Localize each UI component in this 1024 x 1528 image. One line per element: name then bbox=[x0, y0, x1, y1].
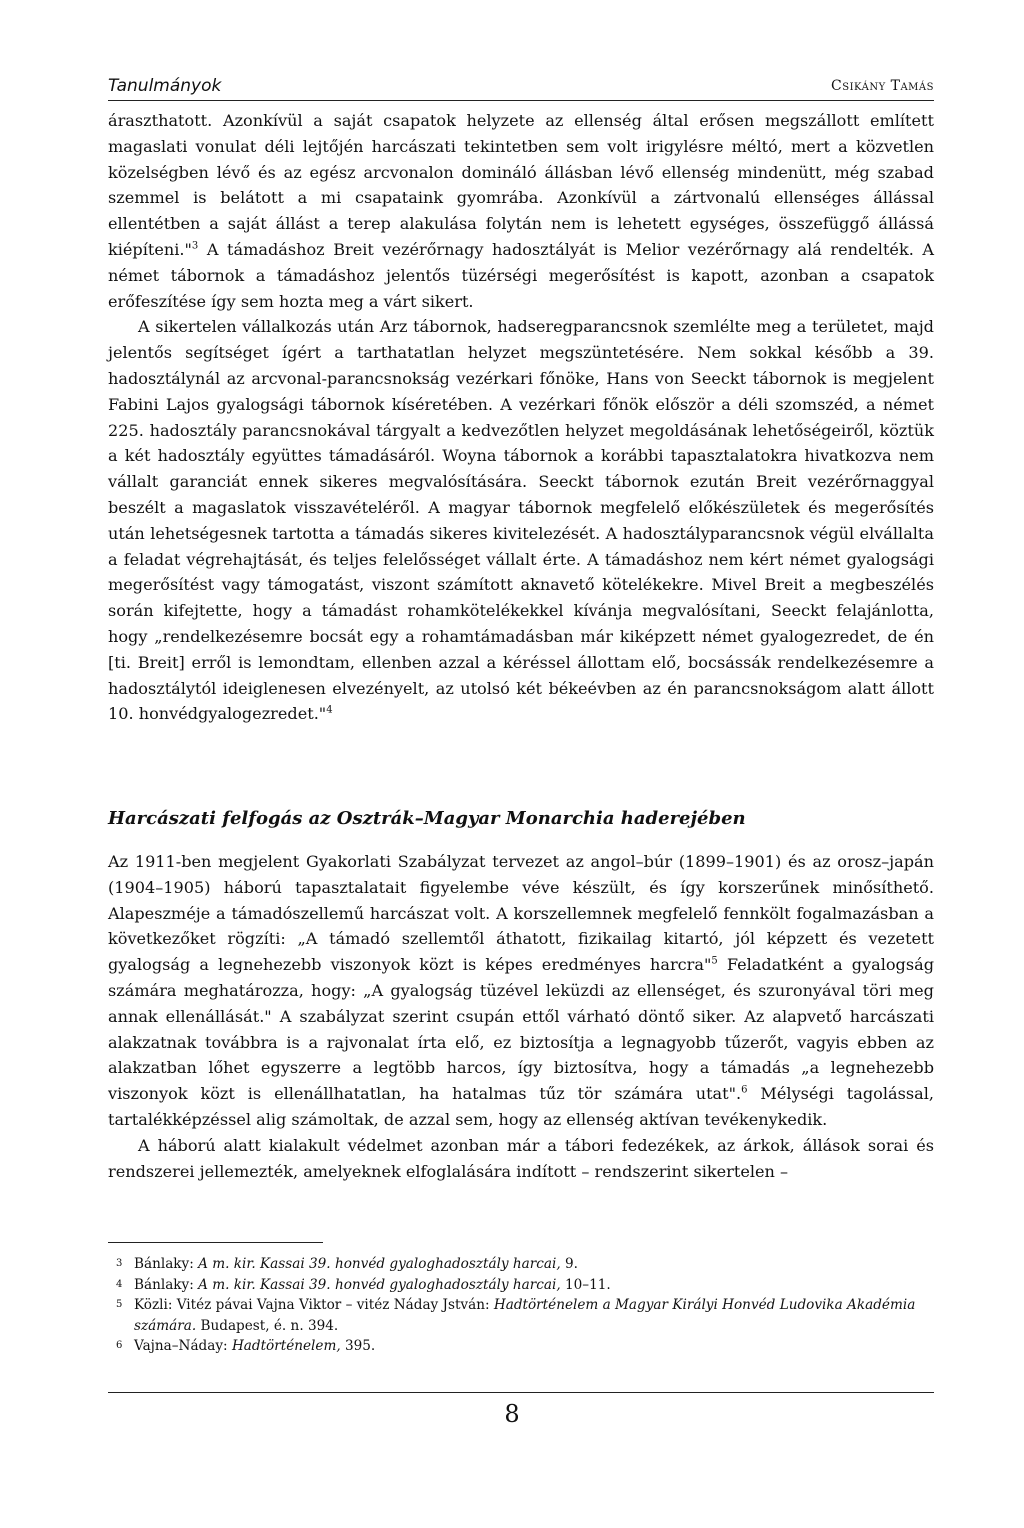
paragraph-1 bbox=[108, 108, 934, 314]
footnote-divider bbox=[108, 1242, 323, 1243]
footnote-page: 10–11. bbox=[560, 1276, 611, 1293]
footnotes bbox=[108, 1254, 934, 1357]
footnote-number: 5 bbox=[116, 1299, 123, 1310]
footnote-5 bbox=[108, 1295, 934, 1336]
footnote-number: 3 bbox=[116, 1258, 123, 1269]
footnote-title: Hadtörténelem a Magyar Királyi Honvéd Ludovika Akadémia számára. bbox=[134, 1297, 916, 1334]
footnote-ref-6: 6 bbox=[741, 1084, 748, 1096]
paragraph-1-tail: A támadáshoz Breit vezérőrnagy hadosztályát is Melior vezérőrnagy alá rendelték. A német tábornok a támadáshoz jelentős tüzérségi megerősítést is kapott, azonban a csapatok erőfeszítése így sem hozta meg a várt sikert. bbox=[108, 239, 934, 311]
bottom-divider bbox=[108, 1392, 934, 1393]
section-heading: Harcászati felfogás az Osztrák–Magyar Monarchia haderejében bbox=[108, 808, 746, 829]
footnote-page: 9. bbox=[560, 1256, 578, 1272]
paragraph-2 bbox=[108, 314, 934, 727]
footnote-page: Budapest, é. n. 394. bbox=[196, 1317, 339, 1334]
footnote-ref-4: 4 bbox=[326, 704, 333, 716]
footnote-author: Közli: Vitéz pávai Vajna Viktor – vitéz Náday Jstván: bbox=[134, 1297, 494, 1313]
footnote-ref-5: 5 bbox=[711, 955, 718, 967]
footnote-title: Hadtörténelem, bbox=[231, 1338, 341, 1354]
running-header bbox=[108, 72, 934, 101]
footnote-6 bbox=[108, 1336, 934, 1357]
paragraph-2-text: A sikertelen vállalkozás után Arz tábornok, hadseregparancsnok szemlélte meg a területet, majd jelentős segítséget ígért a tarthatatlan helyzet megszüntetésére. Nem sokkal később a 39. hadosztálynál az arcvonal-parancsnokság vezérkari főnöke, Hans von Seeckt tábornok is megjelent Fabini Lajos gyalogsági tábornok kíséretében. A vezérkari főnök először a déli szomszéd, a német 225. hadosztály parancsnokával tárgyalt a kedvezőtlen helyzet megoldásának lehetőségeiről, köztük a két hadosztály együttes támadásáról. Woyna tábornok a korábbi tapasztalatokra hivatkozva nem vállalt garanciát ennek sikeres megvalósítására. Seeckt tábornok ezután Breit vezérőrnaggyal beszélt a magaslatok visszavételéről. A magyar tábornok megfelelő előkészületek és megerősítés után lehetségesnek tartotta a támadás sikeres kivitelezését. A hadosztályparancsnok végül elvállalta a feladat végrehajtását, és teljes felelősséget vállalt érte. A támadáshoz nem kért német gyalogsági megerősítést vagy támogatást, viszont számított aknavető kötelékekre. Mivel Breit a megbeszélés során kifejtette, hogy a támadást rohamkötelékekkel kívánja megvalósítani, Seeckt felajánlotta, hogy „rendelkezésemre bocsát egy a rohamtámadásban már kiképzett német gyalogezredet, de én [ti. Breit] erről is lemondtam, ellenben azzal a kéréssel állottam elő, bocsássák rendelkezésemre a hadosztálytól ideiglenesen elvezényelt, az utolsó két békeévben az én parancsnokságom alatt állott 10. honvédgyalogezredet." bbox=[108, 317, 934, 724]
paragraph-3-text-b: Feladatként a gyalogság számára meghatározza, hogy: „A gyalogság tüzével leküzdi az ellenséget, és szuronyával töri meg annak ellenállását." A szabályzat szerint csupán ettől várható döntő siker. Az alapvető harcászati alakzatnak továbbra is a rajvonalat írta elő, ez biztosítja a legnagyobb tűzerőt, vagyis ebben az alakzatban lőhet egyszerre a legtöbb harcos, így biztosítva, hogy a támadás „a legnehezebb viszonyok közt is ellenállhatatlan, ha hatalmas tűz tör számára utat". bbox=[108, 955, 934, 1104]
author-name: Csikány Tamás bbox=[831, 78, 934, 94]
body-text-bottom bbox=[108, 849, 934, 1184]
paragraph-3-text-a: Az 1911-ben megjelent Gyakorlati Szabályzat tervezet az angol–búr (1899–1901) és az orosz–japán (1904–1905) háború tapasztalatait figyelembe véve készült, és így korszerűnek minősíthető. Alapeszméje a támadószellemű harcászat volt. A korszellemnek megfelelő fennkölt fogalmazásban a következőket rögzíti: „A támadó szellemtől áthatott, fizikailag kitartó, jól képzett és vezetett gyalogság a legnehezebb viszonyok közt is képes eredményes harcra" bbox=[108, 852, 934, 975]
page-number: 8 bbox=[504, 1400, 520, 1428]
footnote-author: Bánlaky: bbox=[134, 1256, 199, 1272]
paragraph-3 bbox=[108, 849, 934, 1133]
body-text-top bbox=[108, 108, 934, 727]
paragraph-4: A háború alatt kialakult védelmet azonban már a tábori fedezékek, az árkok, állások sorai és rendszerei jellemezték, amelyeknek elfoglalására indított – rendszerint sikertelen – bbox=[108, 1135, 934, 1181]
paragraph-1-text: áraszthatott. Azonkívül a saját csapatok helyzete az ellenség által erősen megszállott említett magaslati vonulat déli lejtőjén harcászati tekintetben sem volt irigylésre méltó, mert a közvetlen közelségben lévő és az egész arcvonalon domináló állásban lévő ellenség mindenütt, még szabad szemmel is belátott a mi csapataink gyomrába. Azonkívül a zártvonalú ellenséges állással ellentétben a saját állást a terep alakulása folytán nem is lehetett egységes, összefüggő állássá kiépíteni." bbox=[108, 111, 934, 259]
footnote-ref-3: 3 bbox=[191, 240, 199, 252]
section-title: Tanulmányok bbox=[108, 76, 222, 96]
paragraph-3-text-c: Mélységi tagolással, tartalékképzéssel alig számoltak, de azzal sem, hogy az ellenség aktívan tevékenykedik. bbox=[108, 1084, 934, 1129]
footnote-page: 395. bbox=[340, 1338, 376, 1354]
footnote-title: A m. kir. Kassai 39. honvéd gyaloghadosztály harcai, bbox=[198, 1256, 561, 1272]
footnote-number: 4 bbox=[116, 1278, 123, 1290]
footnote-3 bbox=[108, 1254, 934, 1275]
footnote-4 bbox=[108, 1275, 934, 1296]
footnote-title: A m. kir. Kassai 39. honvéd gyaloghadosztály harcai, bbox=[198, 1276, 561, 1293]
footnote-number: 6 bbox=[116, 1340, 123, 1351]
footnote-author: Bánlaky: bbox=[134, 1276, 199, 1293]
footnote-author: Vajna–Náday: bbox=[134, 1338, 232, 1354]
